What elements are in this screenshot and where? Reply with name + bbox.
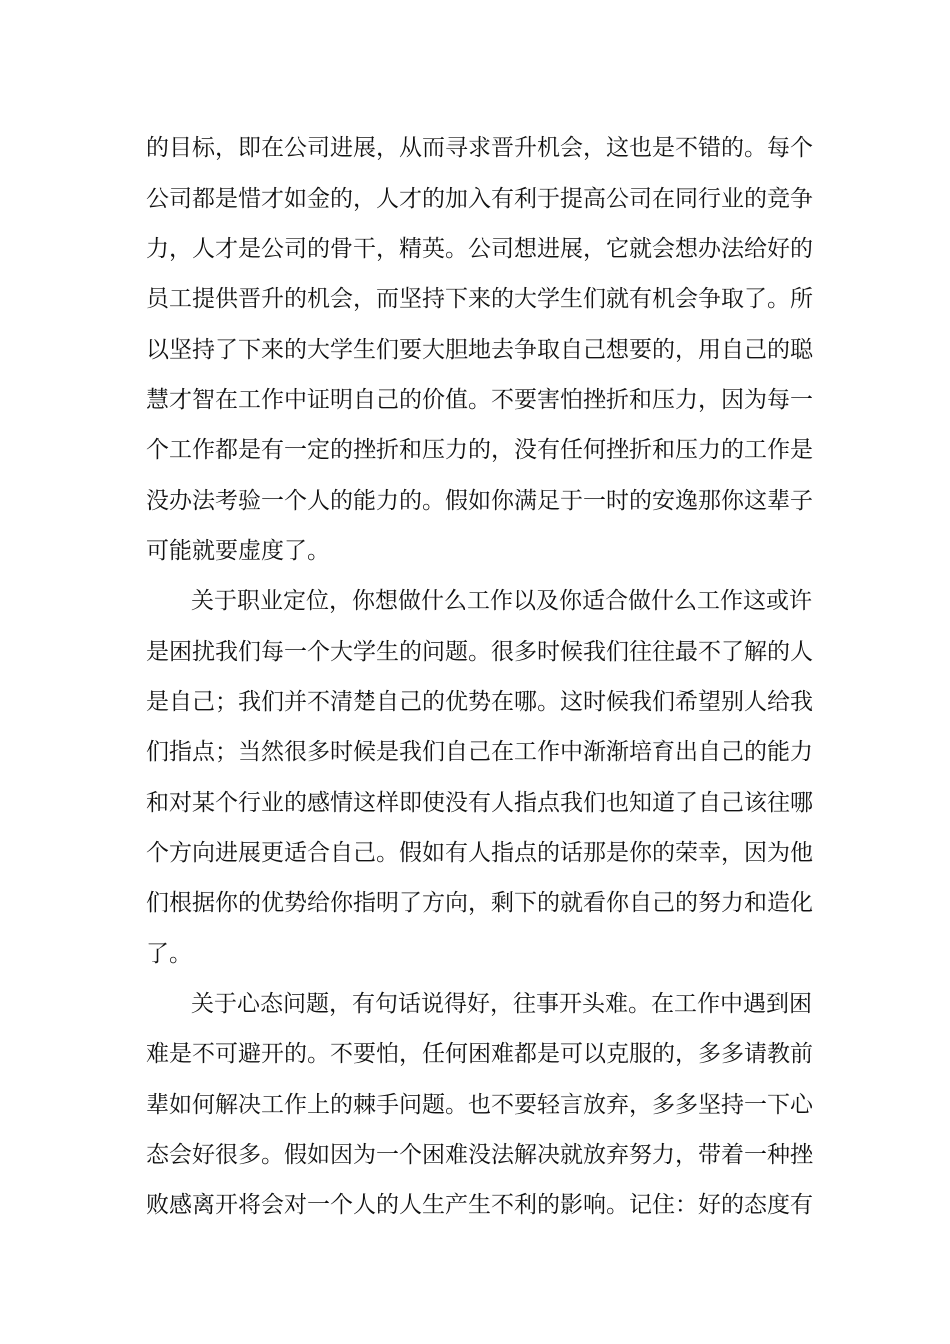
text-line: 败感离开将会对一个人的人生产生不利的影响。记住：好的态度有 <box>146 1192 813 1218</box>
text-line: 个方向进展更适合自己。假如有人指点的话那是你的荣幸，因为他 <box>146 840 813 866</box>
text-line: 们指点；当然很多时候是我们自己在工作中渐渐培育出自己的能力 <box>146 739 813 765</box>
text-line: 和对某个行业的感情这样即使没有人指点我们也知道了自己该往哪 <box>146 790 813 816</box>
text-line: 以坚持了下来的大学生们要大胆地去争取自己想要的，用自己的聪 <box>146 337 813 363</box>
text-line: 了。 <box>146 941 192 967</box>
text-line: 没办法考验一个人的能力的。假如你满足于一时的安逸那你这辈子 <box>146 488 813 514</box>
text-line: 的目标，即在公司进展，从而寻求晋升机会，这也是不错的。每个 <box>146 135 813 161</box>
text-line: 个工作都是有一定的挫折和压力的，没有任何挫折和压力的工作是 <box>146 437 813 463</box>
text-line: 公司都是惜才如金的，人才的加入有利于提高公司在同行业的竞争 <box>146 186 813 212</box>
text-line: 慧才智在工作中证明自己的价值。不要害怕挫折和压力，因为每一 <box>146 387 813 413</box>
text-line: 辈如何解决工作上的棘手问题。也不要轻言放弃，多多坚持一下心 <box>146 1092 813 1118</box>
text-line: 员工提供晋升的机会，而坚持下来的大学生们就有机会争取了。所 <box>146 286 813 312</box>
text-line: 难是不可避开的。不要怕，任何困难都是可以克服的，多多请教前 <box>146 1041 813 1067</box>
text-line: 是困扰我们每一个大学生的问题。很多时候我们往往最不了解的人 <box>146 639 813 665</box>
text-line: 可能就要虚度了。 <box>146 538 330 564</box>
text-line: 关于职业定位，你想做什么工作以及你适合做什么工作这或许 <box>191 588 812 614</box>
text-line: 关于心态问题，有句话说得好，往事开头难。在工作中遇到困 <box>191 991 812 1017</box>
text-line: 们根据你的优势给你指明了方向，剩下的就看你自己的努力和造化 <box>146 890 813 916</box>
text-line: 态会好很多。假如因为一个困难没法解决就放弃努力，带着一种挫 <box>146 1142 813 1168</box>
text-line: 是自己；我们并不清楚自己的优势在哪。这时候我们希望别人给我 <box>146 689 813 715</box>
text-line: 力，人才是公司的骨干，精英。公司想进展，它就会想办法给好的 <box>146 236 813 262</box>
